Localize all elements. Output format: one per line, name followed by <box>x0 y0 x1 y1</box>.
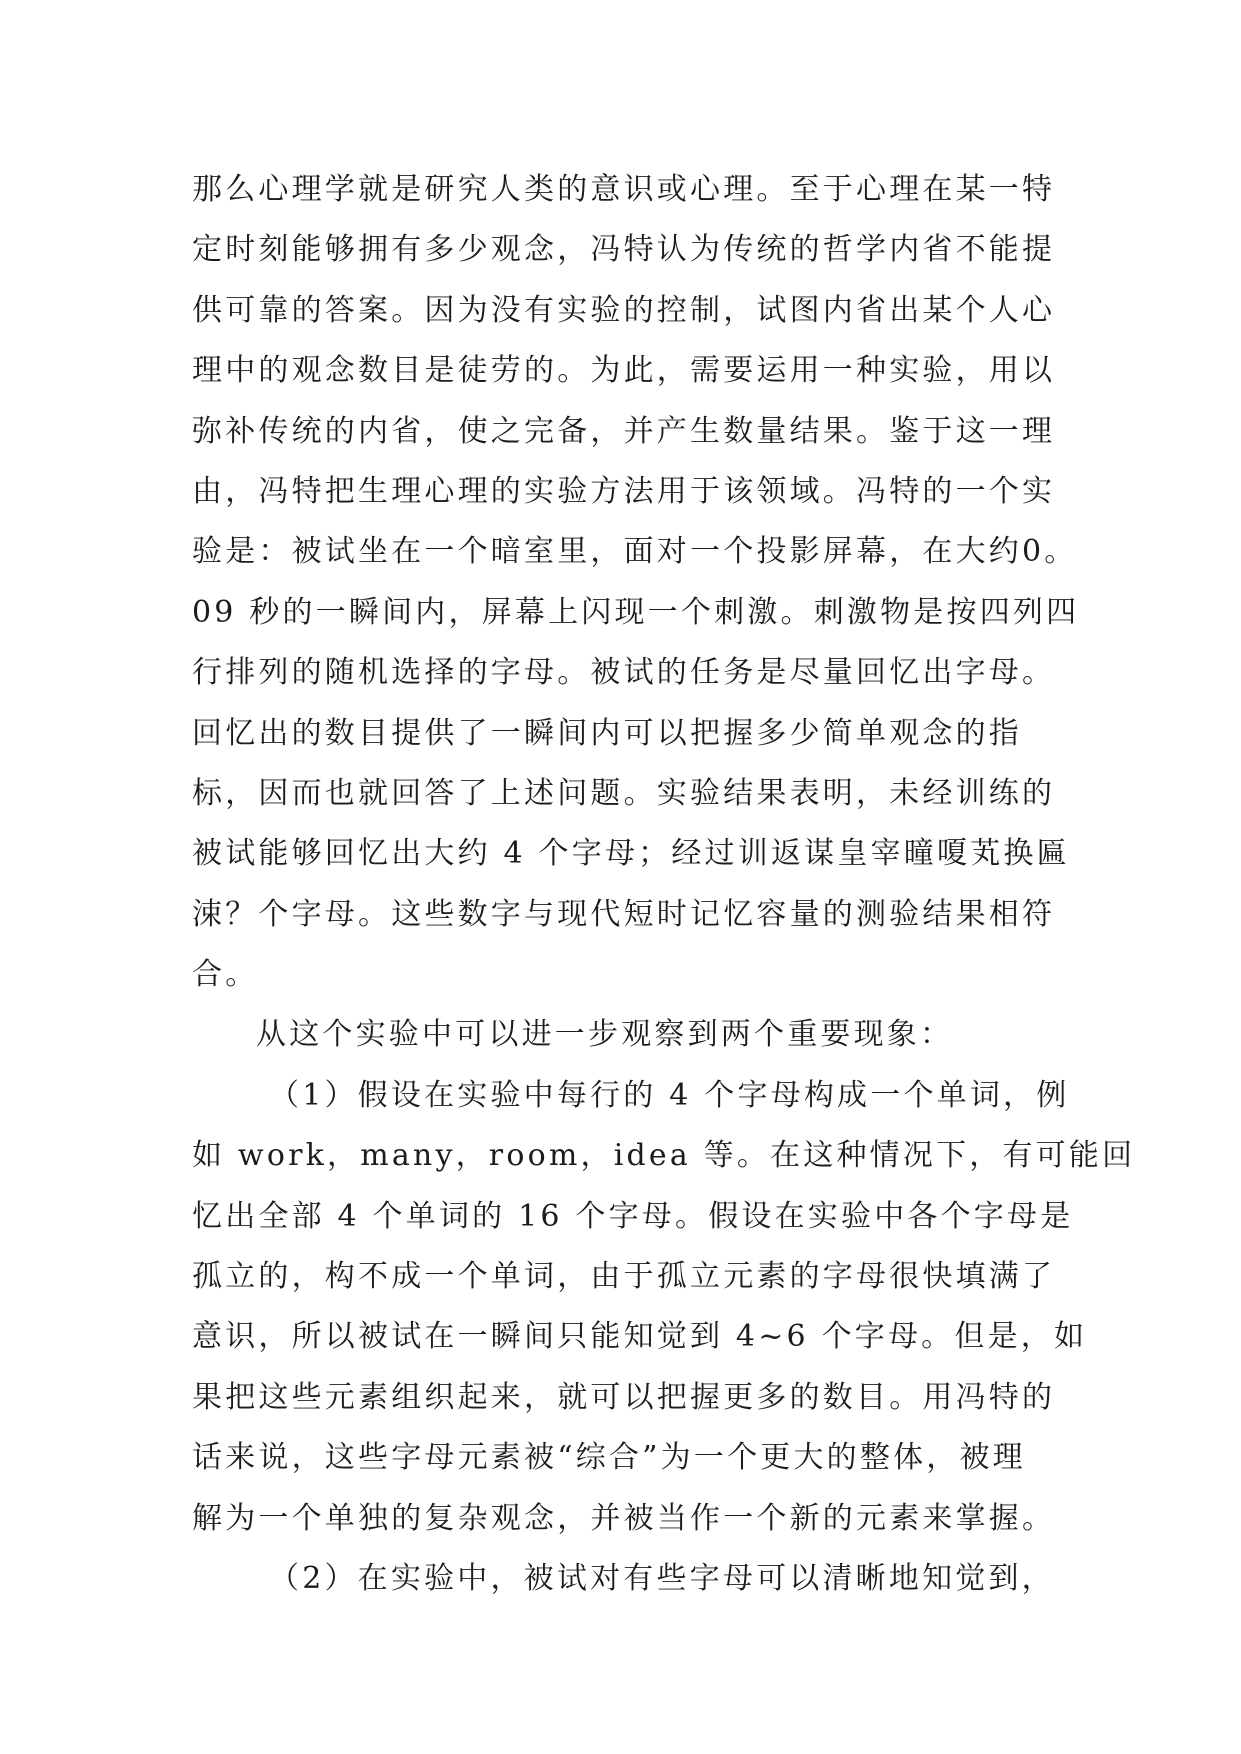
body-text <box>192 160 1136 1609</box>
item-2-first-line: （2）在实验中，被试对有些字母可以清晰地知觉到， <box>269 1560 1055 1596</box>
text-line: 涑？个字母。这些数字与现代短时记忆容量的测验结果相符 <box>192 896 1056 932</box>
text-line: 回忆出的数目提供了一瞬间内可以把握多少简单观念的指 <box>192 715 1022 751</box>
text-line: 弥补传统的内省，使之完备，并产生数量结果。鉴于这一理 <box>192 413 1056 449</box>
text-line: 由，冯特把生理心理的实验方法用于该领域。冯特的一个实 <box>192 473 1056 509</box>
text-line: 如 work，many，room，idea 等。在这种情况下，有可能回 <box>192 1138 1136 1174</box>
text-line: 行排列的随机选择的字母。被试的任务是尽量回忆出字母。 <box>192 655 1056 691</box>
paragraph-intro-line: 从这个实验中可以进一步观察到两个重要现象： <box>256 1017 954 1053</box>
text-line: 那么心理学就是研究人类的意识或心理。至于心理在某一特 <box>192 172 1056 207</box>
text-line: 果把这些元素组织起来，就可以把握更多的数目。用冯特的 <box>192 1379 1056 1415</box>
text-line: 标，因而也就回答了上述问题。实验结果表明，未经训练的 <box>192 775 1056 811</box>
text-line: 供可靠的答案。因为没有实验的控制，试图内省出某个人心 <box>192 292 1056 328</box>
text-line: 意识，所以被试在一瞬间只能知觉到 4~6 个字母。但是，如 <box>192 1319 1088 1355</box>
text-line: 被试能够回忆出大约 4 个字母；经过训返谋皇宰曈嗄芄换匾 <box>192 836 1070 872</box>
text-line: 话来说，这些字母元素被“综合”为一个更大的整体，被理 <box>192 1440 1026 1476</box>
item-1-first-line: （1）假设在实验中每行的 4 个字母构成一个单词，例 <box>269 1077 1070 1113</box>
text-line: 解为一个单独的复杂观念，并被当作一个新的元素来掌握。 <box>192 1500 1056 1536</box>
text-line: 合。 <box>192 957 259 993</box>
text-line: 孤立的，构不成一个单词，由于孤立元素的字母很快填满了 <box>192 1259 1056 1295</box>
text-line: 忆出全部 4 个单词的 16 个字母。假设在实验中各个字母是 <box>192 1198 1074 1234</box>
text-line: 09 秒的一瞬间内，屏幕上闪现一个刺激。刺激物是按四列四 <box>192 594 1080 630</box>
text-line: 理中的观念数目是徒劳的。为此，需要运用一种实验，用以 <box>192 353 1056 389</box>
text-line: 定时刻能够拥有多少观念，冯特认为传统的哲学内省不能提 <box>192 232 1056 268</box>
text-line: 验是：被试坐在一个暗室里，面对一个投影屏幕，在大约0。 <box>192 534 1078 570</box>
